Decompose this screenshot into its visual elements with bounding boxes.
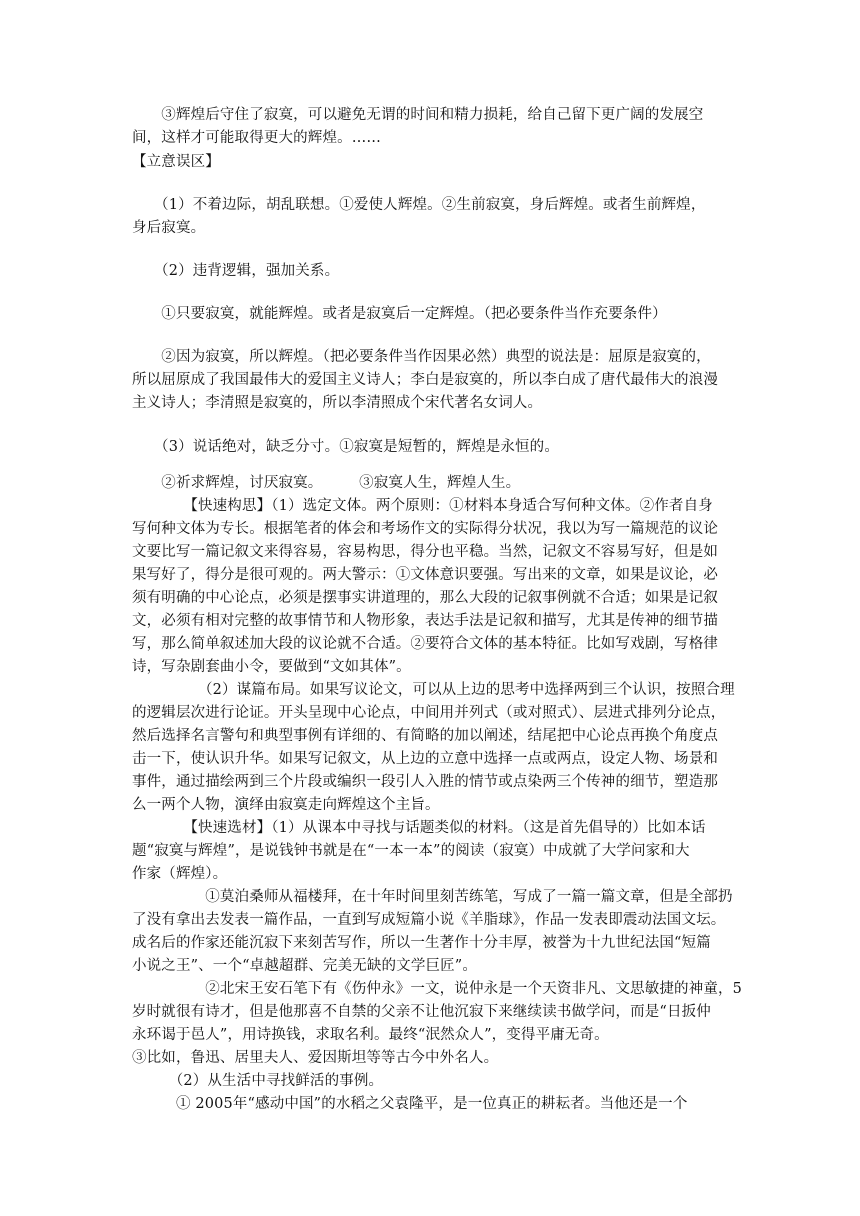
text-line: （2）从生活中寻找鲜活的事例。 [132, 1073, 384, 1089]
text-line: ②祈求辉煌，讨厌寂寞。 ③寂寞人生，辉煌人生。 [132, 475, 521, 491]
text-line: ③辉煌后守住了寂寞，可以避免无谓的时间和精力损耗，给自己留下更广阔的发展空 [132, 107, 704, 123]
text-line: 诗，写杂剧套曲小令，要做到“文如其体”。 [132, 659, 411, 675]
text-line: 击一下，使认识升华。如果写记叙文，从上边的立意中选择一点或两点，设定人物、场景和 [132, 751, 718, 767]
text-line: 事件，通过描绘两到三个片段或编织一段引人入胜的情节或点染两三个传神的细节，塑造那 [132, 774, 718, 790]
text-line: （2）谋篇布局。如果写议论文，可以从上边的思考中选择两到三个认识，按照合理 [132, 682, 735, 698]
text-line: 了没有拿出去发表一篇作品，一直到写成短篇小说《羊脂球》，作品一发表即震动法国文坛。 [132, 912, 726, 928]
text-line: （3）说话绝对，缺乏分寸。①寂寞是短暂的，辉煌是永恒的。 [132, 439, 559, 455]
text-line: 果写好了，得分是很可观的。两大警示：①文体意识要强。写出来的文章，如果是议论，必 [132, 567, 718, 583]
text-line: （2）违背逻辑，强加关系。 [132, 263, 340, 279]
text-line: ①莫泊桑师从福楼拜，在十年时间里刻苦练笔，写成了一篇一篇文章，但是全部扔 [132, 889, 733, 905]
text-line: 【快速构思】（1）选定文体。两个原则：①材料本身适合写何种文体。②作者自身 [132, 498, 713, 514]
text-line: 须有明确的中心论点，必须是摆事实讲道理的，那么大段的记叙事例就不合适；如果是记叙 [132, 590, 718, 606]
text-line: 么一两个人物，演绎由寂寞走向辉煌这个主旨。 [132, 797, 440, 813]
text-line: 文，必须有相对完整的故事情节和人物形象，表达手法是记叙和描写，尤其是传神的细节描 [132, 613, 718, 629]
text-line: 的逻辑层次进行论证。开头呈现中心论点，中间用并列式（或对照式）、层进式排列分论点， [132, 705, 726, 721]
text-line: ①只要寂寞，就能辉煌。或者是寂寞后一定辉煌。（把必要条件当作充要条件） [132, 306, 667, 322]
text-line: 【快速选材】（1）从课本中寻找与话题类似的材料。（这是首先倡导的）比如本话 [132, 820, 706, 836]
text-line: ③比如，鲁迅、居里夫人、爱因斯坦等等古今中外名人。 [132, 1050, 499, 1066]
text-line: 写，那么简单叙述加大段的议论就不合适。②要符合文体的基本特征。比如写戏剧，写格律 [132, 636, 718, 652]
text-line: 身后寂寞。 [132, 220, 206, 236]
text-line: （1）不着边际，胡乱联想。①爱使人辉煌。②生前寂寞，身后辉煌。或者生前辉煌， [132, 197, 706, 213]
text-line: 永环谒于邑人”，用诗换钱，求取名利。最终“泯然众人”，变得平庸无奇。 [132, 1027, 609, 1043]
text-line: 【立意误区】 [132, 154, 220, 170]
text-line: 写何种文体为专长。根据笔者的体会和考场作文的实际得分状况，我以为写一篇规范的议论 [132, 521, 718, 537]
text-line: 文要比写一篇记叙文来得容易，容易构思，得分也平稳。当然，记叙文不容易写好，但是如 [132, 544, 718, 560]
text-line: ②北宋王安石笔下有《伤仲永》一文，说仲永是一个天资非凡、文思敏捷的神童，5 [132, 981, 743, 997]
text-line: 成名后的作家还能沉寂下来刻苦写作，所以一生著作十分丰厚，被誉为十九世纪法国“短篇 [132, 935, 711, 951]
text-line: 所以屈原成了我国最伟大的爱国主义诗人；李白是寂寞的，所以李白成了唐代最伟大的浪漫 [132, 372, 718, 388]
text-line: 岁时就很有诗才，但是他那喜不自禁的父亲不让他沉寂下来继续读书做学问，而是“日扳仲 [132, 1004, 711, 1020]
text-line: 小说之王”、一个“卓越超群、完美无缺的文学巨匠”。 [132, 958, 477, 974]
text-line: 然后选择名言警句和典型事例有详细的、有简略的加以阐述，结尾把中心论点再换个角度点 [132, 728, 718, 744]
text-line: ① 2005年“感动中国”的水稻之父袁隆平，是一位真正的耕耘者。当他还是一个 [132, 1096, 688, 1112]
text-line: 间，这样才可能取得更大的辉煌。…… [132, 130, 382, 146]
text-line: ②因为寂寞，所以辉煌。（把必要条件当作因果必然）典型的说法是：屈原是寂寞的， [132, 349, 711, 365]
text-line: 题“寂寞与辉煌”，是说钱钟书就是在“一本一本”的阅读（寂寞）中成就了大学问家和大 [132, 843, 690, 859]
text-line: 主义诗人；李清照是寂寞的，所以李清照成个宋代著名女词人。 [132, 395, 543, 411]
text-line: 作家（辉煌）。 [132, 866, 228, 882]
